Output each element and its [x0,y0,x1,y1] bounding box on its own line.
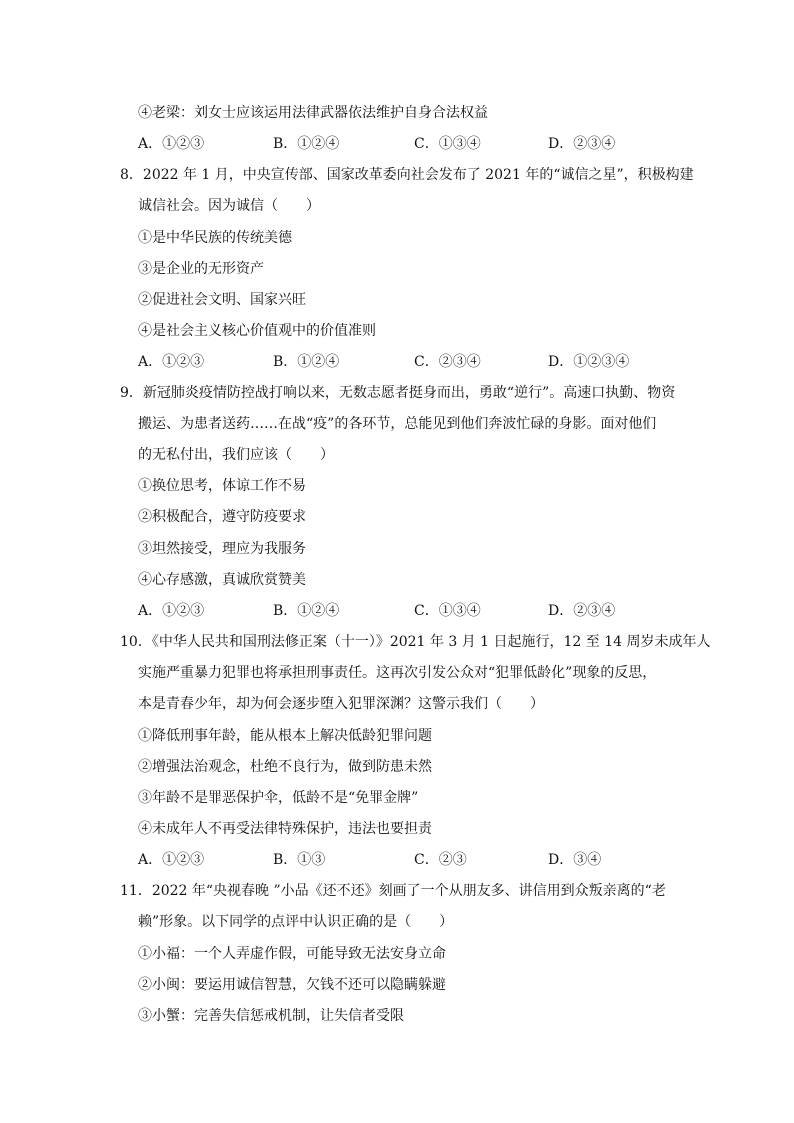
q9-option-b[interactable]: B．①②④ [273,603,340,619]
q9-stem-line-3: 的无私付出，我们应该（ ） [138,447,334,463]
q10-option-d[interactable]: D．③④ [548,852,602,868]
q8-option-d[interactable]: D．①②③④ [548,354,630,370]
q11-stem-line-1: 11．2022 年“央视春晚 ”小品《还不还》刻画了一个从朋友多、讲信用到众叛亲离的“老 [120,883,666,899]
q8-item-2: ③是企业的无形资产 [138,261,264,277]
q8-item-4: ④是社会主义核心价值观中的价值准则 [138,323,376,339]
q7-option-c[interactable]: C．①③④ [414,136,481,152]
q8-option-a[interactable]: A．①②③ [138,354,205,370]
q9-item-4: ④心存感激，真诚欣赏赞美 [138,572,306,588]
q9-item-1: ①换位思考，体谅工作不易 [138,478,306,494]
q8-item-1: ①是中华民族的传统美德 [138,230,292,246]
q10-item-4: ④未成年人不再受法律特殊保护，违法也要担责 [138,821,432,837]
q9-option-d[interactable]: D．②③④ [548,603,616,619]
q10-option-a[interactable]: A．①②③ [138,852,205,868]
q10-item-1: ①降低刑事年龄，能从根本上解决低龄犯罪问题 [138,728,432,744]
q10-option-b[interactable]: B．①③ [273,852,326,868]
q10-stem-line-1: 10．《中华人民共和国刑法修正案（十一）》2021 年 3 月 1 日起施行，12 至 14 周岁未成年人 [120,634,711,650]
q8-item-3: ②促进社会文明、国家兴旺 [138,292,306,308]
q11-item-1: ①小福：一个人弄虚作假，可能导致无法安身立命 [138,946,446,962]
q9-item-2: ②积极配合，遵守防疫要求 [138,509,306,525]
q8-stem-line-2: 诚信社会。因为诚信（ ） [138,198,320,214]
q10-option-c[interactable]: C．②③ [414,852,467,868]
q9-stem-line-1: 9．新冠肺炎疫情防控战打响以来，无数志愿者挺身而出，勇敢“逆行”。高速口执勤、物资 [120,385,676,401]
q10-item-2: ②增强法治观念，杜绝不良行为，做到防患未然 [138,759,432,775]
q11-stem-line-2: 赖”形象。以下同学的点评中认识正确的是（ ） [138,914,454,930]
q9-item-3: ③坦然接受，理应为我服务 [138,541,306,557]
q10-stem-line-2: 实施严重暴力犯罪也将承担刑事责任。这再次引发公众对“犯罪低龄化”现象的反思， [138,665,657,681]
q9-stem-line-2: 搬运、为患者送药……在战“疫”的各环节，总能见到他们奔波忙碌的身影。面对他们 [138,416,657,432]
q9-option-a[interactable]: A．①②③ [138,603,205,619]
q9-option-c[interactable]: C．①③④ [414,603,481,619]
q10-stem-line-3: 本是青春少年，却为何会逐步堕入犯罪深渊？这警示我们（ ） [138,696,544,712]
q7-option-a[interactable]: A．①②③ [138,136,205,152]
q8-stem-line-1: 8．2022 年 1 月，中央宣传部、国家改革委向社会发布了 2021 年的“诚信之星”，积极构建 [120,167,694,183]
q7-item-4: ④老梁：刘女士应该运用法律武器依法维护自身合法权益 [138,105,488,121]
q7-option-b[interactable]: B．①②④ [273,136,340,152]
q11-item-2: ②小闽：要运用诚信智慧，欠钱不还可以隐瞒躲避 [138,977,446,993]
q7-option-d[interactable]: D．②③④ [548,136,616,152]
q10-item-3: ③年龄不是罪恶保护伞，低龄不是“免罪金牌” [138,790,419,806]
q8-option-b[interactable]: B．①②④ [273,354,340,370]
q11-item-3: ③小蟹：完善失信惩戒机制，让失信者受限 [138,1008,404,1024]
q8-option-c[interactable]: C．②③④ [414,354,481,370]
